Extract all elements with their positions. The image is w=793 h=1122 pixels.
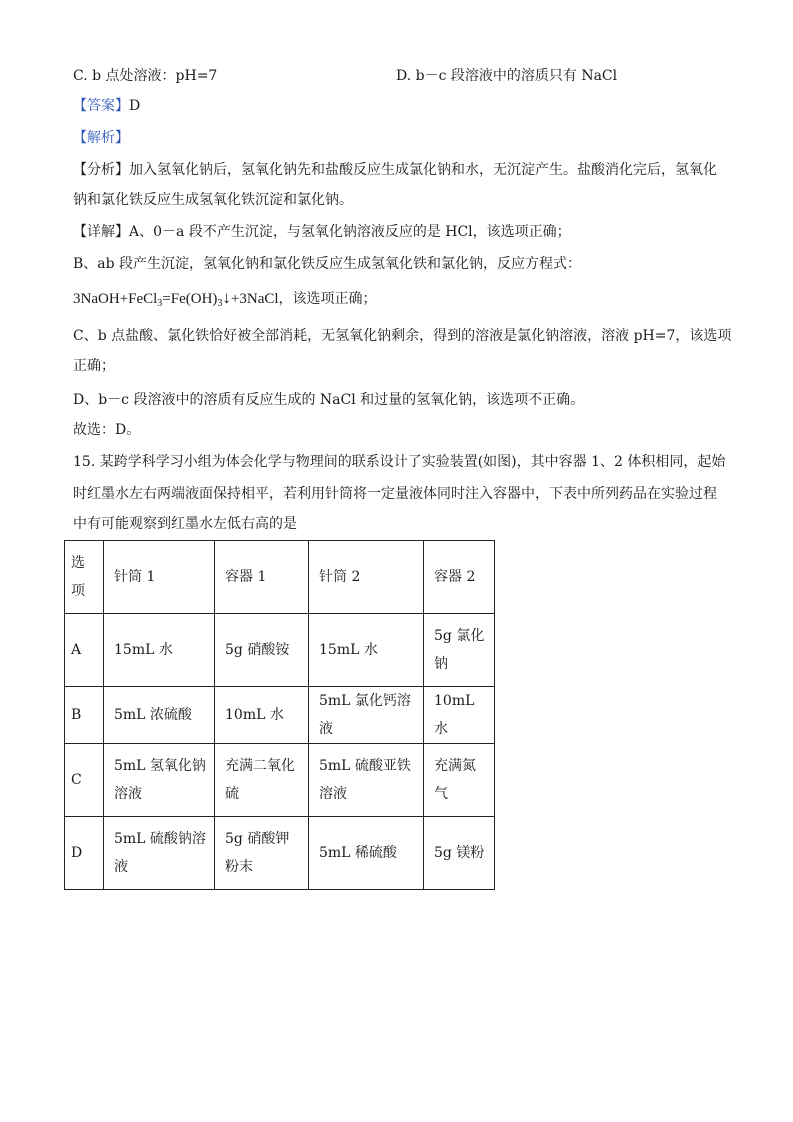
table-cell: 5g 硝酸铵 — [215, 614, 309, 687]
xiangjie-a-line: 【详解】A、0－a 段不产生沉淀，与氢氧化钠溶液反应的是 HCl，该选项正确； — [73, 224, 571, 240]
table-cell: C — [65, 744, 104, 817]
table-cell: 5mL 硫酸钠溶液 — [104, 817, 215, 890]
conclusion-line: 故选：D。 — [73, 422, 141, 438]
table-cell: 5mL 氢氧化钠溶液 — [104, 744, 215, 817]
table-header-cell: 容器 2 — [424, 541, 495, 614]
table-cell: 5g 硝酸钾粉末 — [215, 817, 309, 890]
table-cell: D — [65, 817, 104, 890]
option-c: C. b 点处溶液：pH=7 — [73, 68, 218, 84]
answer-value: D — [129, 98, 141, 114]
table-header-cell: 容器 1 — [215, 541, 309, 614]
table-cell: 15mL 水 — [104, 614, 215, 687]
option-d: D. b－c 段溶液中的溶质只有 NaCl — [396, 68, 618, 84]
q15-line-3: 中有可能观察到红墨水左低右高的是 — [73, 516, 297, 532]
table-row — [65, 744, 495, 817]
table-row — [65, 817, 495, 890]
table-cell: 5g 氯化钠 — [424, 614, 495, 687]
table-cell: 10mL 水 — [215, 687, 309, 744]
reagent-table — [64, 540, 495, 890]
table-cell: 5g 镁粉 — [424, 817, 495, 890]
table-header-cell: 选项 — [65, 541, 104, 614]
table-header-row — [65, 541, 495, 614]
c-line-1: C、b 点盐酸、氯化铁恰好被全部消耗，无氢氧化钠剩余，得到的溶液是氯化钠溶液，溶液 pH=7，该选项 — [73, 328, 732, 344]
table-row — [65, 687, 495, 744]
table-cell: 充满二氧化硫 — [215, 744, 309, 817]
table-cell: 5mL 浓硫酸 — [104, 687, 215, 744]
table-cell: A — [65, 614, 104, 687]
table-cell: B — [65, 687, 104, 744]
precipitate-arrow-icon: ↓ — [222, 288, 231, 307]
answer-label: 【答案】 — [73, 98, 129, 114]
table-cell: 5mL 氯化钙溶液 — [309, 687, 424, 744]
table-cell: 充满氮气 — [424, 744, 495, 817]
fenxi-line-2: 钠和氯化铁反应生成氢氧化铁沉淀和氯化钠。 — [73, 192, 353, 208]
table-cell: 15mL 水 — [309, 614, 424, 687]
answer-line — [73, 96, 140, 116]
b-line: B、ab 段产生沉淀，氢氧化钠和氯化铁反应生成氢氧化铁和氯化钠，反应方程式： — [73, 256, 582, 272]
table-header-cell: 针筒 1 — [104, 541, 215, 614]
equation-suffix: ，该选项正确； — [278, 291, 377, 307]
q15-line-1: 15. 某跨学科学习小组为体会化学与物理间的联系设计了实验装置(如图)，其中容器 1、2 体积相同，起始 — [73, 454, 726, 470]
equation: $3NaOH+FeCl_3=Fe(OH)_3↓+3NaCl$ — [73, 288, 279, 309]
table-header-cell: 针筒 2 — [309, 541, 424, 614]
analysis-label: 【解析】 — [73, 130, 129, 146]
table-cell: 10mL 水 — [424, 687, 495, 744]
q15-line-2: 时红墨水左右两端液面保持相平，若利用针筒将一定量液体同时注入容器中，下表中所列药品在实验过程 — [73, 486, 717, 502]
table-cell: 5mL 稀硫酸 — [309, 817, 424, 890]
table-row — [65, 614, 495, 687]
table-cell: 5mL 硫酸亚铁溶液 — [309, 744, 424, 817]
fenxi-line-1: 【分析】加入氢氧化钠后，氢氧化钠先和盐酸反应生成氯化钠和水，无沉淀产生。盐酸消化完后，氢氧化 — [73, 162, 717, 178]
d-line: D、b－c 段溶液中的溶质有反应生成的 NaCl 和过量的氢氧化钠，该选项不正确。 — [73, 392, 585, 408]
equation-line — [73, 288, 377, 314]
c-line-2: 正确； — [73, 358, 115, 374]
